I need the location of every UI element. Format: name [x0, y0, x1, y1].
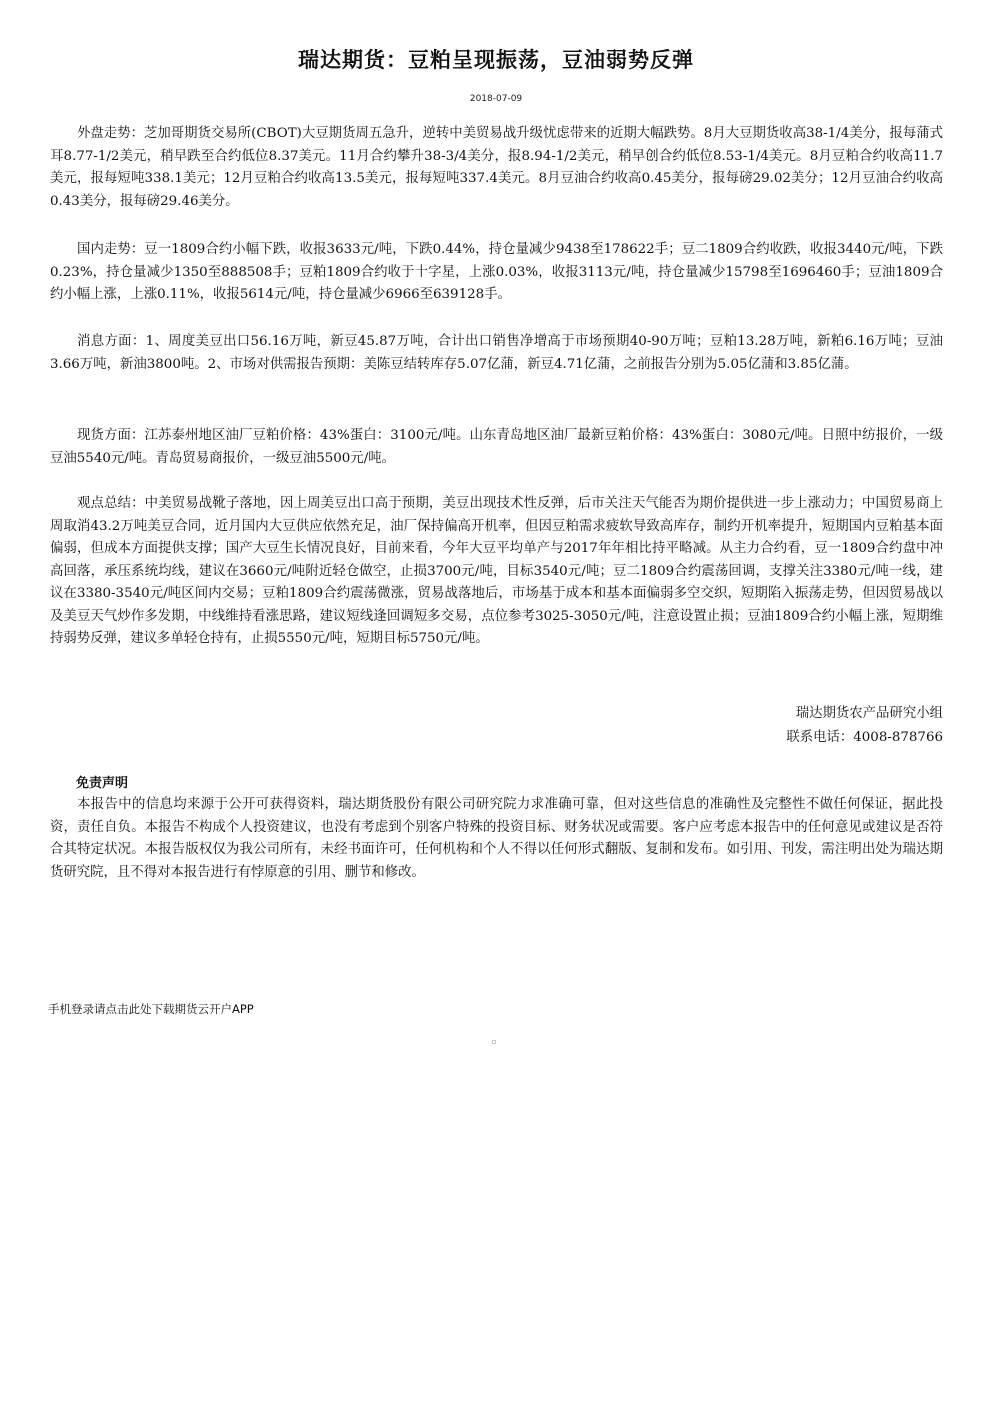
paragraph-spot: 现货方面：江苏泰州地区油厂豆粕价格：43%蛋白：3100元/吨。山东青岛地区油厂最新豆粕价格：43%蛋白：3080元/吨。日照中纺报价，一级豆油5540元/吨。青岛贸易商报价，一级豆油5500元/吨。	[50, 428, 943, 466]
disclaimer-title: 免责声明	[76, 776, 129, 791]
paragraph-domestic: 国内走势：豆一1809合约小幅下跌，收报3633元/吨，下跌0.44%，持仓量减少9438至178622手；豆二1809合约收跌，收报3440元/吨，下跌0.23%，持仓量减少1350至888508手；豆粕1809合约收于十字星，上涨0.03%，收报3113元/吨，持仓量减少15798至1696460手；豆油1809合约小幅上涨，上涨0.11%，收报5614元/吨，持仓量减少6966至639128手。	[50, 242, 943, 302]
paragraph-summary: 观点总结：中美贸易战靴子落地，因上周美豆出口高于预期，美豆出现技术性反弹，后市关注天气能否为期价提供进一步上涨动力；中国贸易商上周取消43.2万吨美豆合同，近月国内大豆供应依然充足，油厂保持偏高开机率，但因豆粕需求疲软导致高库存，制约开机率提升，短期国内豆粕基本面偏弱，但成本方面提供支撑；国产大豆生长情况良好，目前来看，今年大豆平均单产与2017年年相比持平略减。从主力合约看，豆一1809合约盘中冲高回落，承压系统均线，建议在3660元/吨附近轻仓做空，止损3700元/吨，目标3540元/吨；豆二1809合约震荡回调，支撑关注3380元/吨一线，建议在3380-3540元/吨区间内交易；豆粕1809合约震荡微涨，贸易战落地后，市场基于成本和基本面偏弱多空交织，短期陷入振荡走势，但因贸易战以及美豆天气炒作多发期，中线维持看涨思路，建议短线逢回调短多交易，点位参考3025-3050元/吨，注意设置止损；豆油1809合约小幅上涨，短期维持弱势反弹，建议多单轻仓持有，止损5550元/吨，短期目标5750元/吨。	[50, 496, 943, 646]
report-date: 2018-07-09	[469, 94, 523, 104]
report-title: 瑞达期货：豆粕呈现振荡，豆油弱势反弹	[298, 48, 694, 72]
paragraph-overseas: 外盘走势：芝加哥期货交易所(CBOT)大豆期货周五急升，逆转中美贸易战升级忧虑带来的近期大幅跌势。8月大豆期货收高38-1/4美分，报每蒲式耳8.77-1/2美元，稍早跌至合约低位8.37美元。11月合约攀升38-3/4美分，报8.94-1/2美元，稍早创合约低位8.53-1/4美元。8月豆粕合约收高11.7美元，报每短吨338.1美元；12月豆粕合约收高13.5美元，报每短吨337.4美元。8月豆油合约收高0.45美分，报每磅29.02美分；12月豆油合约收高0.43美分，报每磅29.46美分。	[50, 126, 943, 209]
disclaimer-text: 本报告中的信息均来源于公开可获得资料，瑞达期货股份有限公司研究院力求准确可靠，但对这些信息的准确性及完整性不做任何保证，据此投资，责任自负。本报告不构成个人投资建议，也没有考虑到个别客户特殊的投资目标、财务状况或需要。客户应考虑本报告中的任何意见或建议是否符合其特定状况。本报告版权仅为我公司所有，未经书面许可，任何机构和个人不得以任何形式翻版、复制和发布。如引用、刊发，需注明出处为瑞达期货研究院，且不得对本报告进行有悖原意的引用、删节和修改。	[50, 797, 943, 880]
app-download-link[interactable]: 手机登录请点击此处下载期货云开户APP	[48, 1002, 254, 1016]
signature-phone: 联系电话：4008-878766	[786, 730, 943, 745]
page-marker	[492, 1040, 496, 1044]
signature-group: 瑞达期货农产品研究小组	[795, 706, 943, 721]
paragraph-news: 消息方面：1、周度美豆出口56.16万吨，新豆45.87万吨，合计出口销售净增高于市场预期40-90万吨；豆粕13.28万吨，新粕6.16万吨；豆油3.66万吨，新油3800吨。2、市场对供需报告预期：美陈豆结转库存5.07亿蒲，新豆4.71亿蒲，之前报告分别为5.05亿蒲和3.85亿蒲。	[50, 334, 943, 372]
